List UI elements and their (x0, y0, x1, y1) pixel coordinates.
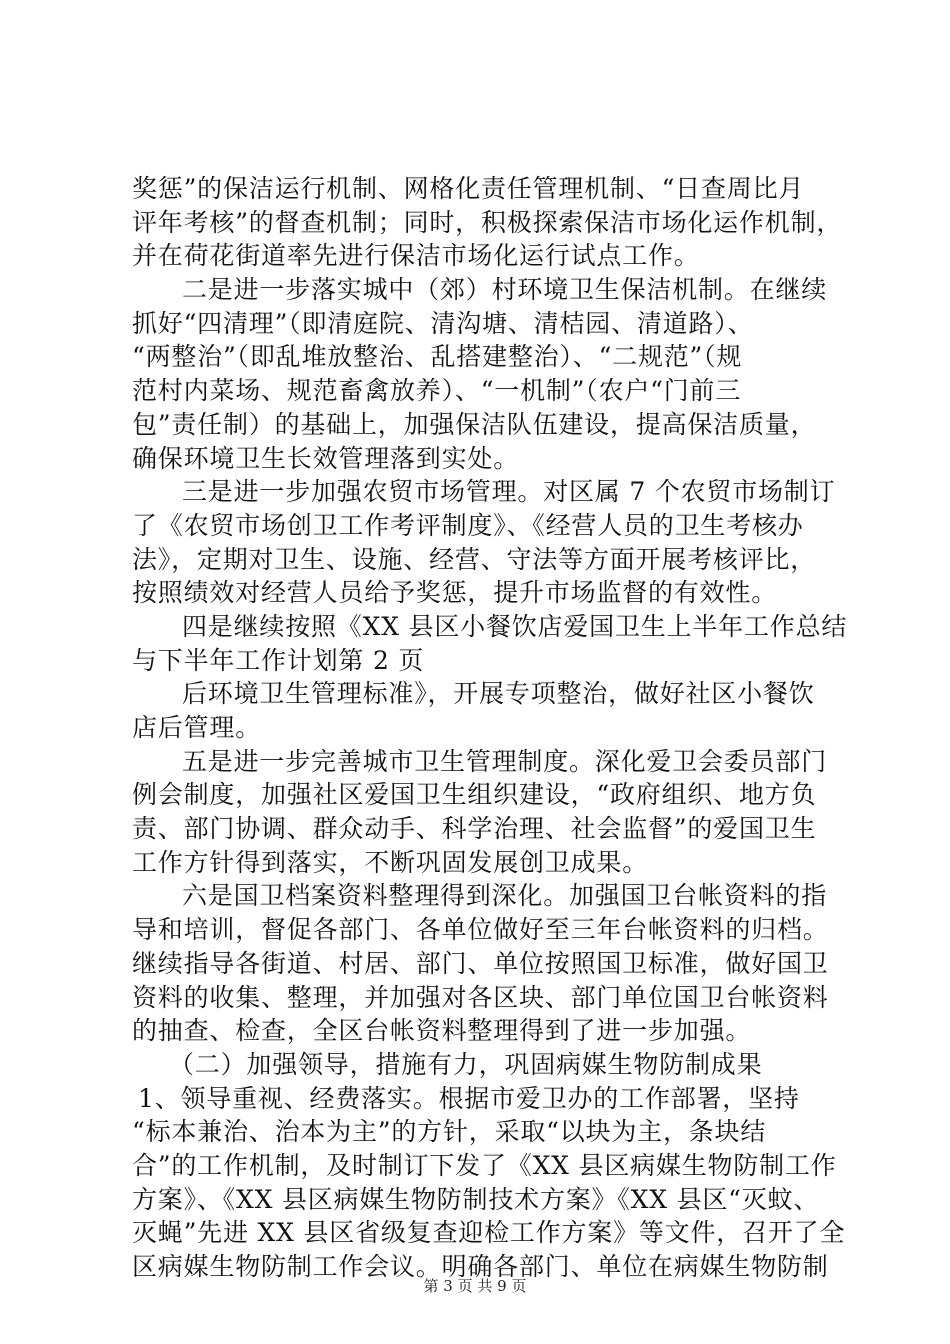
page-footer: 第 3 页 共 9 页 (423, 1277, 527, 1295)
text-line: 继续指导各街道、村居、部门、单位按照国卫标准，做好国卫 (132, 948, 829, 978)
document-body (132, 172, 848, 1284)
text-line: 二是进一步落实城中（郊）村环境卫生保洁机制。在继续 (182, 275, 828, 305)
text-line: 导和培训，督促各部门、各单位做好至三年台帐资料的归档。 (132, 915, 829, 945)
text-line: 五是进一步完善城市卫生管理制度。深化爱卫会委员部门 (182, 746, 828, 776)
text-line: 了《农贸市场创卫工作考评制度》、《经营人员的卫生考核办 (132, 510, 804, 540)
text-line: 并在荷花街道率先进行保洁市场化运行试点工作。 (132, 241, 700, 271)
text-line: 方案》、《XX 县区病媒生物防制技术方案》《XX 县区“灭蚊、 (132, 1184, 820, 1214)
text-line: 的抽查、检查，全区台帐资料整理得到了进一步加强。 (132, 1016, 752, 1046)
text-line: “标本兼治、治本为主”的方针，采取“以块为主，条块结 (132, 1117, 767, 1147)
text-line: 合”的工作机制，及时制订下发了《XX 县区病媒生物防制工作 (132, 1150, 837, 1180)
text-line: 包”责任制）的基础上，加强保洁队伍建设，提高保洁质量， (132, 409, 817, 439)
text-line: 区病媒生物防制工作会议。明确各部门、单位在病媒生物防制 (132, 1252, 829, 1281)
text-line: 工作方针得到落实，不断巩固发展创卫成果。 (132, 847, 649, 877)
text-line: 四是继续按照《XX 县区小餐饮店爱国卫生上半年工作总结 (182, 611, 848, 641)
text-line: 三是进一步加强农贸市场管理。对区属 7 个农贸市场制订 (182, 477, 836, 507)
text-line: 奖惩”的保洁运行机制、网格化责任管理机制、“日查周比月 (132, 174, 805, 203)
text-line: 1、领导重视、经费落实。根据市爱卫办的工作部署，坚持 (138, 1083, 800, 1113)
text-line: 资料的收集、整理，并加强对各区块、部门单位国卫台帐资料 (132, 982, 829, 1012)
text-line: 范村内菜场、规范畜禽放养）、“一机制”（农户“门前三 (132, 376, 742, 406)
text-line: 店后管理。 (132, 713, 262, 742)
text-line: 六是国卫档案资料整理得到深化。加强国卫台帐资料的指 (182, 881, 828, 911)
text-line: 按照绩效对经营人员给予奖惩，提升市场监督的有效性。 (132, 578, 778, 608)
text-line: 抓好“四清理”（即清庭院、清沟塘、清桔园、清道路）、 (132, 308, 754, 338)
text-line: 评年考核”的督查机制；同时，积极探索保洁市场化运作机制， (132, 207, 843, 237)
text-line: 灭蝇”先进 XX 县区省级复查迎检工作方案》等文件，召开了全 (132, 1218, 846, 1248)
text-line: “两整治”（即乱堆放整治、乱搭建整治）、“二规范”（规 (132, 342, 743, 372)
text-line: 后环境卫生管理标准》，开展专项整治，做好社区小餐饮 (182, 679, 815, 709)
text-line: 例会制度，加强社区爱国卫生组织建设，“政府组织、地方负 (132, 780, 817, 810)
text-line: （二）加强领导，措施有力，巩固病媒生物防制成果 (169, 1049, 763, 1079)
text-line: 责、部门协调、群众动手、科学治理、社会监督”的爱国卫生 (132, 814, 817, 844)
text-line: 确保环境卫生长效管理落到实处。 (132, 443, 520, 473)
text-line: 法》，定期对卫生、设施、经营、守法等方面开展考核评比， (132, 544, 817, 574)
text-line: 与下半年工作计划第 2 页 (132, 645, 425, 675)
